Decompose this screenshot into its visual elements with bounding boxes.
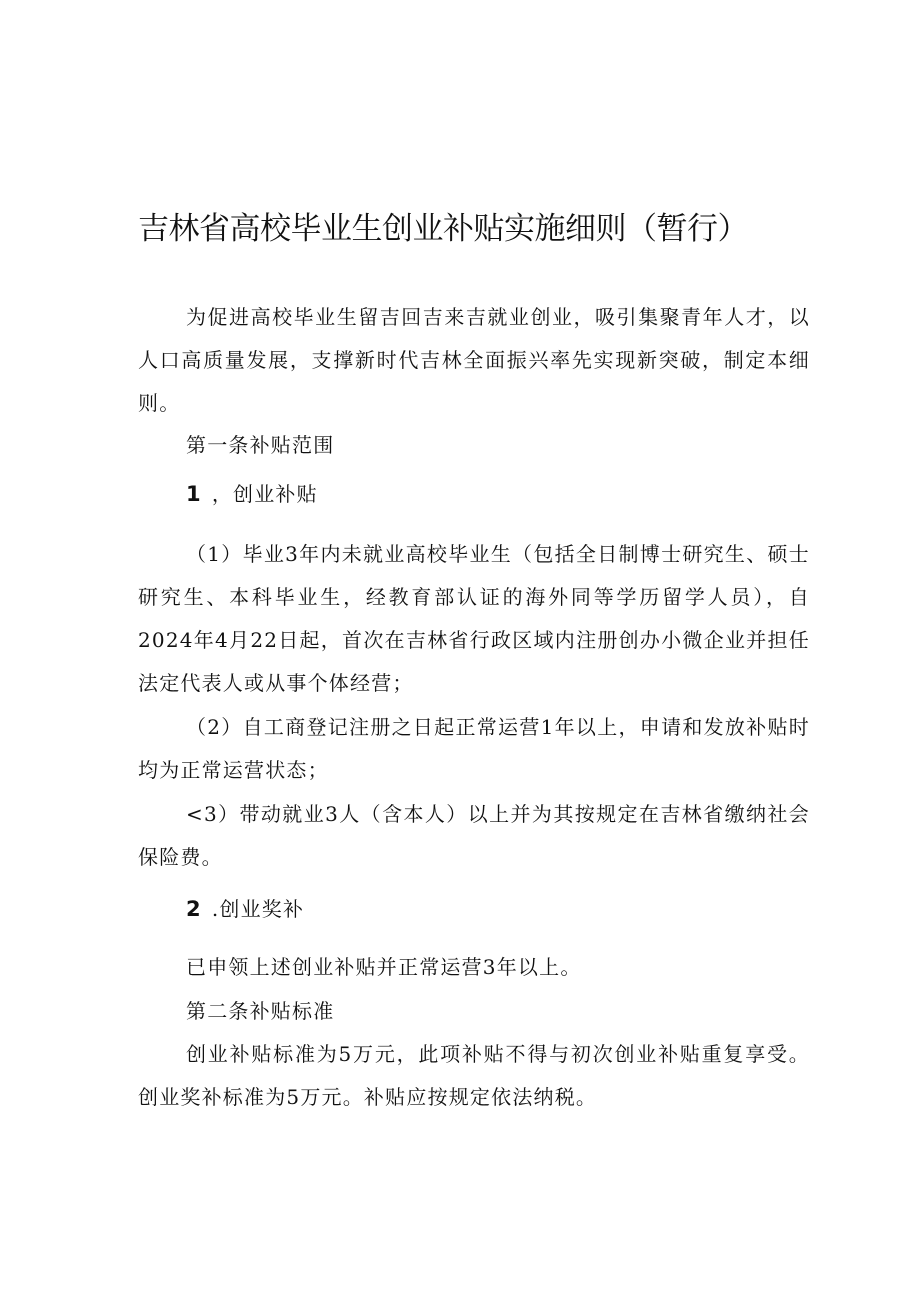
standard-paragraph: 创业补贴标准为5万元，此项补贴不得与初次创业补贴重复享受。创业奖补标准为5万元。补贴应按规定依法纳税。: [138, 1042, 810, 1109]
intro-paragraph: 为促进高校毕业生留吉回吉来吉就业创业，吸引集聚青年人才，以人口高质量发展，支撑新时代吉林全面振兴率先实现新突破，制定本细则。: [138, 305, 810, 415]
condition-3-paragraph: <3）带动就业3人（含本人）以上并为其按规定在吉林省缴纳社会保险费。: [138, 802, 810, 869]
document-title: 吉林省高校毕业生创业补贴实施细则（暂行）: [138, 211, 748, 247]
item-2-number: 2: [186, 897, 202, 921]
item-1-label: ，创业补贴: [211, 482, 318, 506]
item-1-heading: [138, 473, 810, 516]
condition-1-paragraph: （1）毕业3年内未就业高校毕业生（包括全日制博士研究生、硕士研究生、本科毕业生，经教育部认证的海外同等学历留学人员），自2024年4月22日起，首次在吉林省行政区域内注册创办小微企业并担任法定代表人或从事个体经营；: [138, 542, 810, 695]
item-2-paragraph: 已申领上述创业补贴并正常运营3年以上。: [186, 955, 582, 979]
item-2-label: .创业奖补: [211, 897, 305, 921]
item-1-number: 1: [186, 482, 202, 506]
article-1-heading: 第一条补贴范围: [186, 433, 335, 457]
article-2-heading: 第二条补贴标准: [186, 999, 335, 1023]
item-2-heading: [138, 888, 810, 931]
condition-2-paragraph: （2）自工商登记注册之日起正常运营1年以上，申请和发放补贴时均为正常运营状态；: [138, 715, 810, 782]
